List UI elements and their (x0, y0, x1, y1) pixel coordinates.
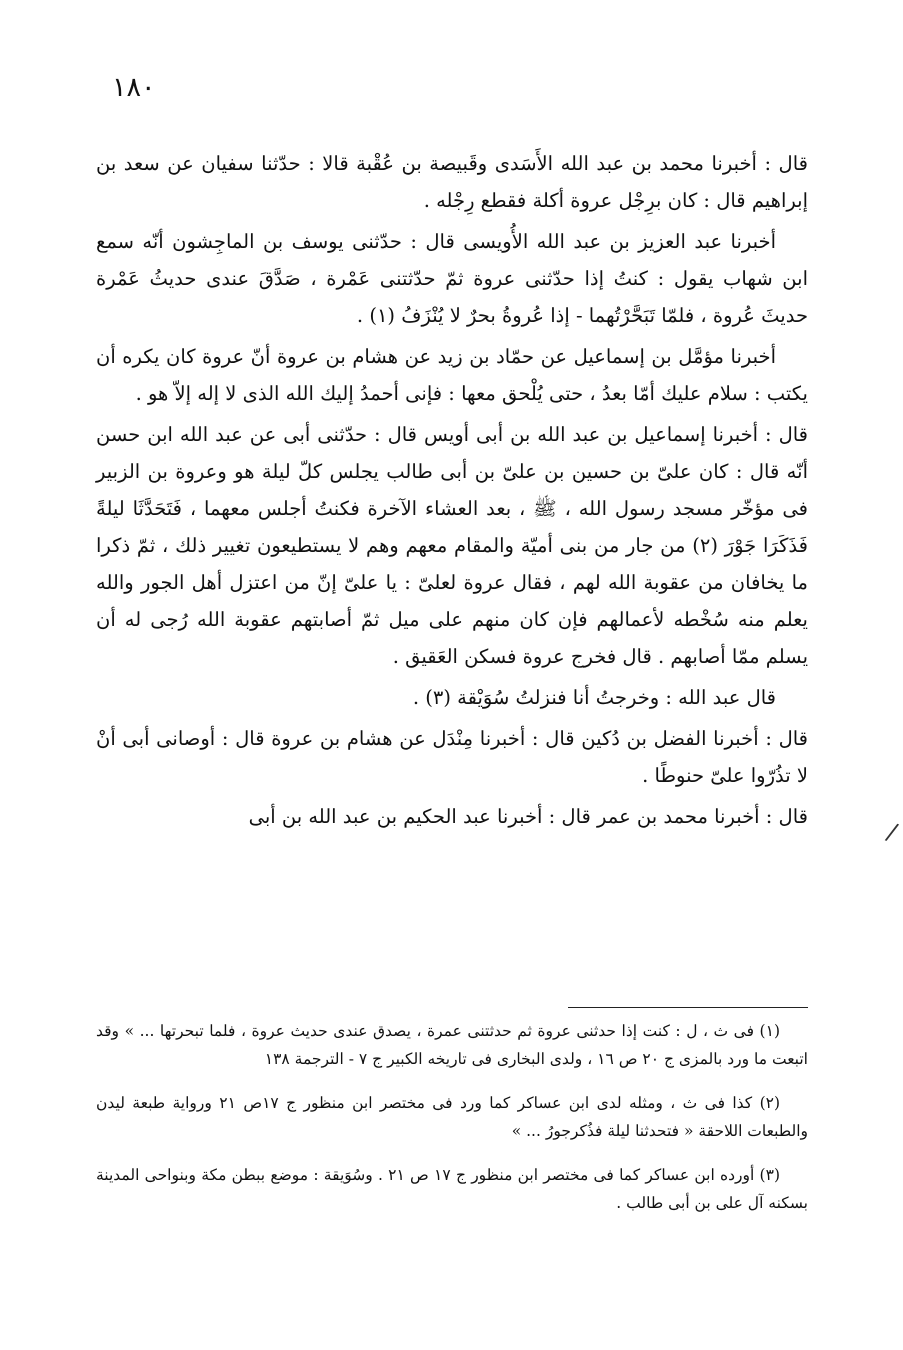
paragraph-1: قال : أخبرنا محمد بن عبد الله الأَسَدى وقَبيصة بن عُقْبة قالا : حدّثنا سفيان عن سعد بن إبراهيم قال : كان برِجْل عروة أكلة فقطع رِجْله . (96, 152, 808, 212)
paragraph-4: قال : أخبرنا إسماعيل بن عبد الله بن أبى أويس قال : حدّثنى أبى عن عبد الله ابن حسن أنّه قال : كان علىّ بن حسين بن علىّ بن أبى طالب يجلس كلّ ليلة هو وعروة بن الزبير فى مؤخّر مسجد رسول الله ، ﷺ ، بعد العشاء الآخرة فكنتُ أجلس معهما ، فَتَحَدَّثَا ليلةً فَذَكَرَا جَوْرَ (٢) من جار من بنى أميّة والمقام معهم وهم لا يستطيعون تغيير ذلك ، ثمّ ذكرا ما يخافان من عقوبة الله لهم ، فقال عروة لعلىّ : يا علىّ إنّ من اعتزل أهل الجور والله يعلم منه سُخْطه لأعمالهم فإن كان منهم على ميل ثمّ أصابتهم عقوبة الله رُجى له أن يسلم ممّا أصابهم . قال فخرج عروة فسكن العَقيق . (96, 423, 808, 668)
footnote-3: (٣) أورده ابن عساكر كما فى مختصر ابن منظور ج ١٧ ص ٢١ . وسُوَيقة : موضع ببطن مكة وبنواحى المدينة بسكنه آل على بن أبى طالب . (96, 1166, 808, 1212)
paragraph-2: أخبرنا عبد العزيز بن عبد الله الأُويسى قال : حدّثنى يوسف بن الماجِشون أنّه سمع ابن شهاب يقول : كنتُ إذا حدّثنى عروة ثمّ حدّثتنى عَمْرة ، صَدَّقَ عندى حديثُ عَمْرة حديثَ عُروة ، فلمّا تَبَحَّرْتُهما - إذا عُروةُ بحرٌ لا يُنْزَفُ (١) . (96, 230, 808, 327)
footnotes (96, 1017, 808, 1233)
paragraph-6: قال : أخبرنا الفضل بن دُكين قال : أخبرنا مِنْدَل عن هشام بن عروة قال : أوصانى أبى أنْ لا تذُرّوا علىّ حنوطًا . (96, 727, 808, 787)
paragraph-7: قال : أخبرنا محمد بن عمر قال : أخبرنا عبد الحكيم بن عبد الله بن أبى (248, 805, 808, 828)
margin-mark: / (883, 817, 901, 847)
paragraph-5: قال عبد الله : وخرجتُ أنا فنزلتُ سُوَيْقة (٣) . (412, 686, 776, 709)
page-number: ١٨٠ (112, 72, 156, 103)
footnote-2: (٢) كذا فى ث ، ومثله لدى ابن عساكر كما ورد فى مختصر ابن منظور ج ١٧ص ٢١ ورواية طبعة ليدن والطبعات اللاحقة « فتحدثنا ليلة فذُكرجورُ ... » (96, 1094, 808, 1140)
main-text (96, 145, 808, 839)
footnote-divider (568, 1007, 808, 1008)
footnote-1: (١) فى ث ، ل : كنت إذا حدثنى عروة ثم حدثتنى عمرة ، يصدق عندى حديث عروة ، فلما تبحرتها ... » وقد اتبعت ما ورد بالمزى ج ٢٠ ص ١٦ ، ولدى البخارى فى تاريخه الكبير ج ٧ - الترجمة ١٣٨ (96, 1022, 808, 1068)
paragraph-3: أخبرنا مؤمَّل بن إسماعيل عن حمّاد بن زيد عن هشام بن عروة أنّ عروة كان يكره أن يكتب : سلام عليك أمّا بعدُ ، حتى يُلْحق معها : فإنى أحمدُ إليك الله الذى لا إله إلاّ هو . (96, 345, 808, 405)
